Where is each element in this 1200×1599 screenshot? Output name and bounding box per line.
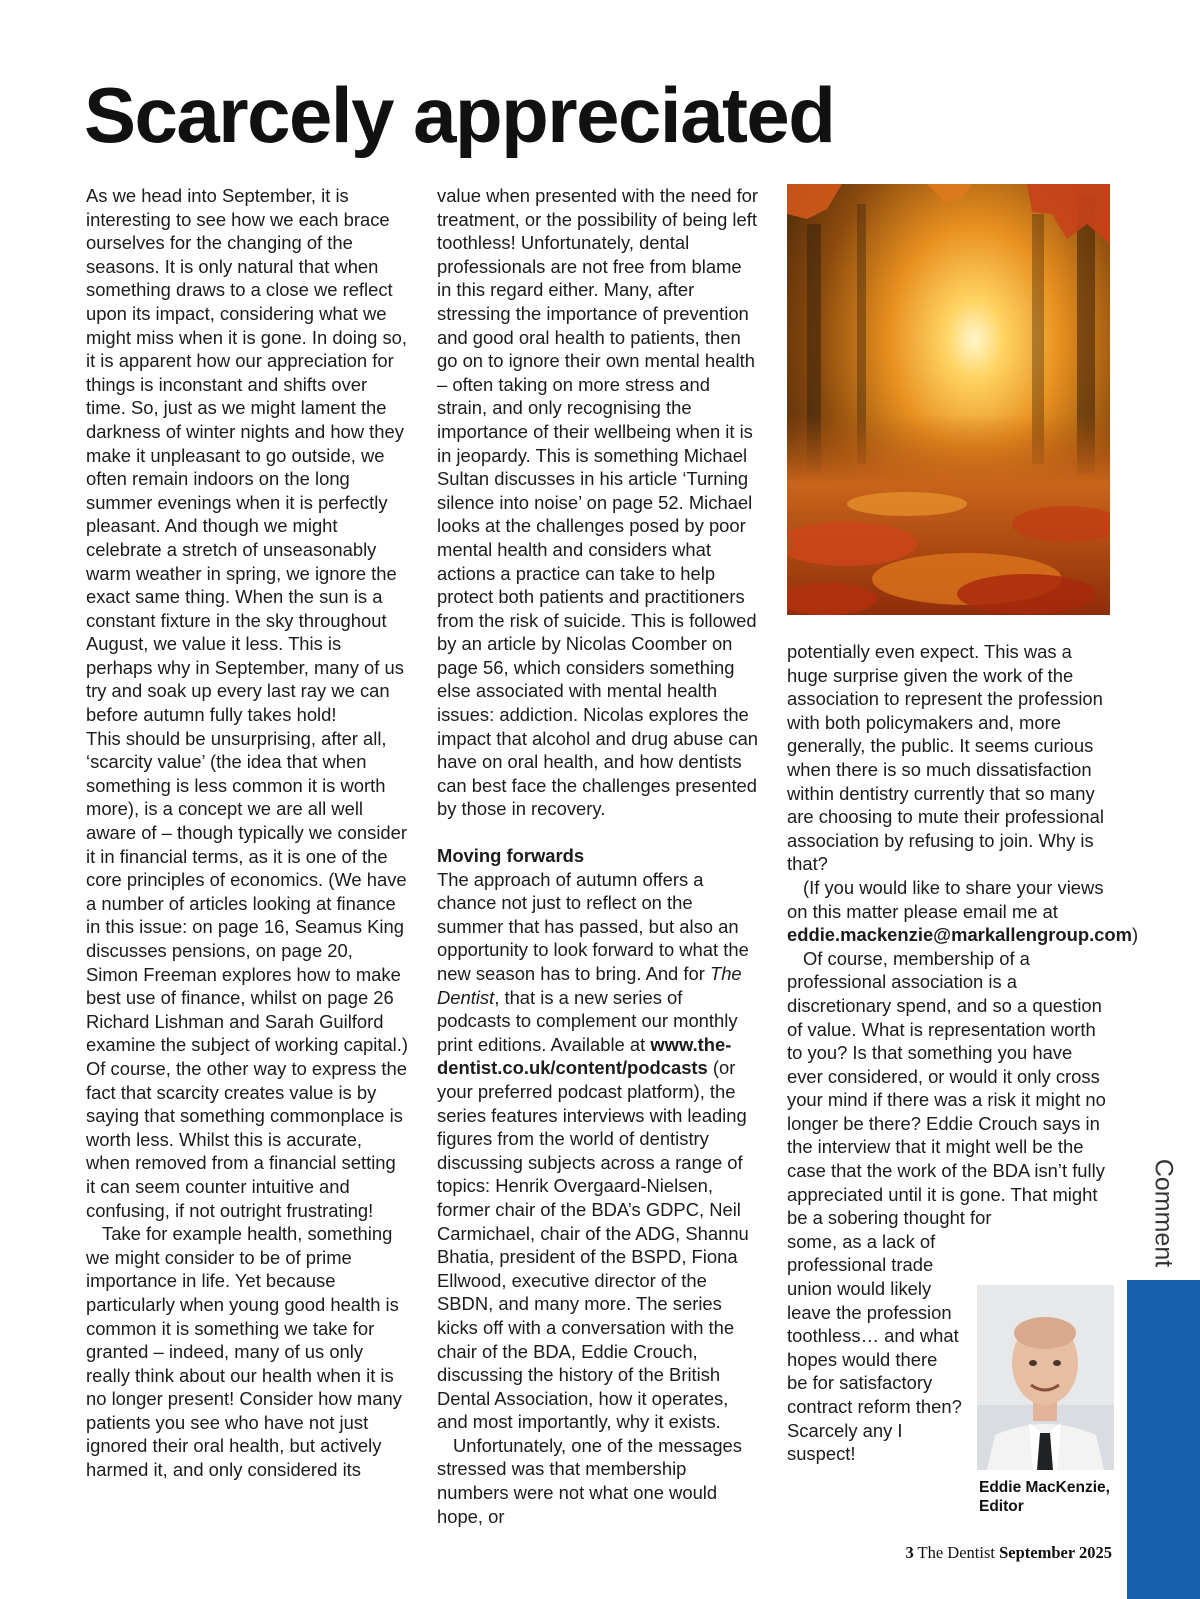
- subheading: Moving forwards: [437, 845, 585, 867]
- text-run: The approach of autumn offers a chance not just to reflect on the summer that has passed, but also an opportunity to look forward to what the new season has to bring. And for: [437, 868, 749, 984]
- page-number: 3: [905, 1543, 914, 1562]
- publication-name: The Dentist: [917, 1543, 995, 1562]
- editor-role: Editor: [979, 1498, 1024, 1515]
- paragraph: value when presented with the need for treatment, or the possibility of being left toothless! Unfortunately, dental professionals are not free from blame in this regard either. Many, after stressing the importance of prevention and good oral health to patients, then go on to ignore their own mental health – often taking on more stress and strain, and only recognising the importance of their wellbeing when it is in jeopardy. This is something Michael Sultan discusses in his article ‘Turning silence into noise’ on page 52. Michael looks at the challenges posed by poor mental health and considers what actions a practice can take to help protect both patients and practitioners from the risk of suicide. This is followed by an article by Nicolas Coomber on page 56, which considers something else associated with mental health issues: addiction. Nicolas explores the impact that alcohol and drug abuse can have on oral health, and how dentists can best face the challenges presented by those in recovery.: [437, 185, 759, 820]
- portrait-caption: [979, 1478, 1119, 1516]
- editor-portrait: [977, 1285, 1114, 1470]
- paragraph: Of course, membership of a professional association is a discretionary spend, and so a question of value. What is representation worth to you? Is that something you have ever considered, or would it only cross your mind if there was a risk it might no longer be there? Eddie Crouch says in the interview that it might well be the case that the work of the BDA isn’t fully appreciated until it is gone. That might be a sobering thought for: [787, 947, 1106, 1229]
- text-run: ): [1132, 924, 1139, 946]
- section-label: [1126, 1158, 1200, 1268]
- editor-email-link[interactable]: eddie.mackenzie@markallengroup.com: [787, 924, 1132, 946]
- paragraph: [437, 868, 759, 1434]
- text-run: , that is a new series of podcasts to complement our monthly print editions. Available at: [437, 986, 738, 1055]
- section-color-tab: [1127, 1280, 1200, 1599]
- text-column-2: [437, 184, 759, 1528]
- paragraph: some, as a lack of professional trade union would likely leave the profession toothless… and what hopes would there be for satisfactory contract reform then? Scarcely any I suspect!: [787, 1230, 962, 1465]
- article-title: Scarcely appreciated: [84, 71, 835, 159]
- text-run: (If you would like to share your views on this matter please email me at: [787, 876, 1104, 922]
- podcast-link[interactable]: www.the-dentist.co.uk/content/podcasts: [437, 1033, 732, 1079]
- text-column-1: [86, 184, 408, 1482]
- editor-name: Eddie MacKenzie,: [979, 1479, 1110, 1496]
- publication-name: The Dentist: [437, 963, 742, 1008]
- paragraph: As we head into September, it is interesting to see how we each brace ourselves for the changing of the seasons. It is only natural that when something draws to a close we reflect upon its impact, considering what we might miss when it is gone. In doing so, it is apparent how our appreciation for things is inconstant and shifts over time. So, just as we might lament the darkness of winter nights and how they make it unpleasant to go outside, we often remain indoors on the long summer evenings when it is perfectly pleasant. And though we might celebrate a stretch of unseasonably warm weather in spring, we ignore the exact same thing. When the sun is a constant fixture in the sky throughout August, we value it less. This is perhaps why in September, many of us try and soak up every last ray we can before autumn fully takes hold!: [86, 185, 407, 726]
- autumn-leaves-photo: [787, 184, 1110, 615]
- issue-date: September 2025: [999, 1543, 1112, 1562]
- paragraph: [787, 876, 1139, 947]
- page-footer: [905, 1543, 1112, 1563]
- paragraph: This should be unsurprising, after all, ‘scarcity value’ (the idea that when something is less common it is worth more), is a concept we are all well aware of – though typically we consider it in financial terms, as it is one of the core principles of economics. (We have a number of articles looking at finance in this issue: on page 16, Seamus King discusses pensions, on page 20, Simon Freeman explores how to make best use of finance, whilst on page 26 Richard Lishman and Sarah Guilford examine the subject of working capital.) Of course, the other way to express the fact that scarcity creates value is by saying that something commonplace is worth less. Whilst this is accurate, when removed from a financial setting it can seem counter intuitive and confusing, if not outright frustrating!: [86, 727, 408, 1221]
- text-run: (or your preferred podcast platform), the series features interviews with leading figures from the world of dentistry discussing subjects across a range of topics: Henrik Overgaard-Nielsen, former chair of the BDA’s GDPC, Neil Carmichael, chair of the ADG, Shannu Bhatia, president of the BSPD, Fiona Ellwood, executive director of the SBDN, and many more. The series kicks off with a conversation with the chair of the BDA, Eddie Crouch, discussing the history of the British Dental Association, how it operates, and most importantly, why it exists.: [437, 1057, 749, 1433]
- section-label-text: Comment: [1149, 1158, 1178, 1268]
- paragraph: Take for example health, something we might consider to be of prime importance in life. Yet because particularly when young good health is common it is something we take for granted – indeed, many of us only really think about our health when it is no longer present! Consider how many patients you see who have not just ignored their oral health, but actively harmed it, and only considered its: [86, 1223, 402, 1481]
- paragraph: potentially even expect. This was a huge surprise given the work of the association to represent the profession with both policymakers and, more generally, the public. It seems curious when there is so much dissatisfaction within dentistry currently that so many are choosing to mute their professional association by refusing to join. Why is that?: [787, 641, 1104, 875]
- paragraph: Unfortunately, one of the messages stressed was that membership numbers were not what one would hope, or: [437, 1434, 742, 1527]
